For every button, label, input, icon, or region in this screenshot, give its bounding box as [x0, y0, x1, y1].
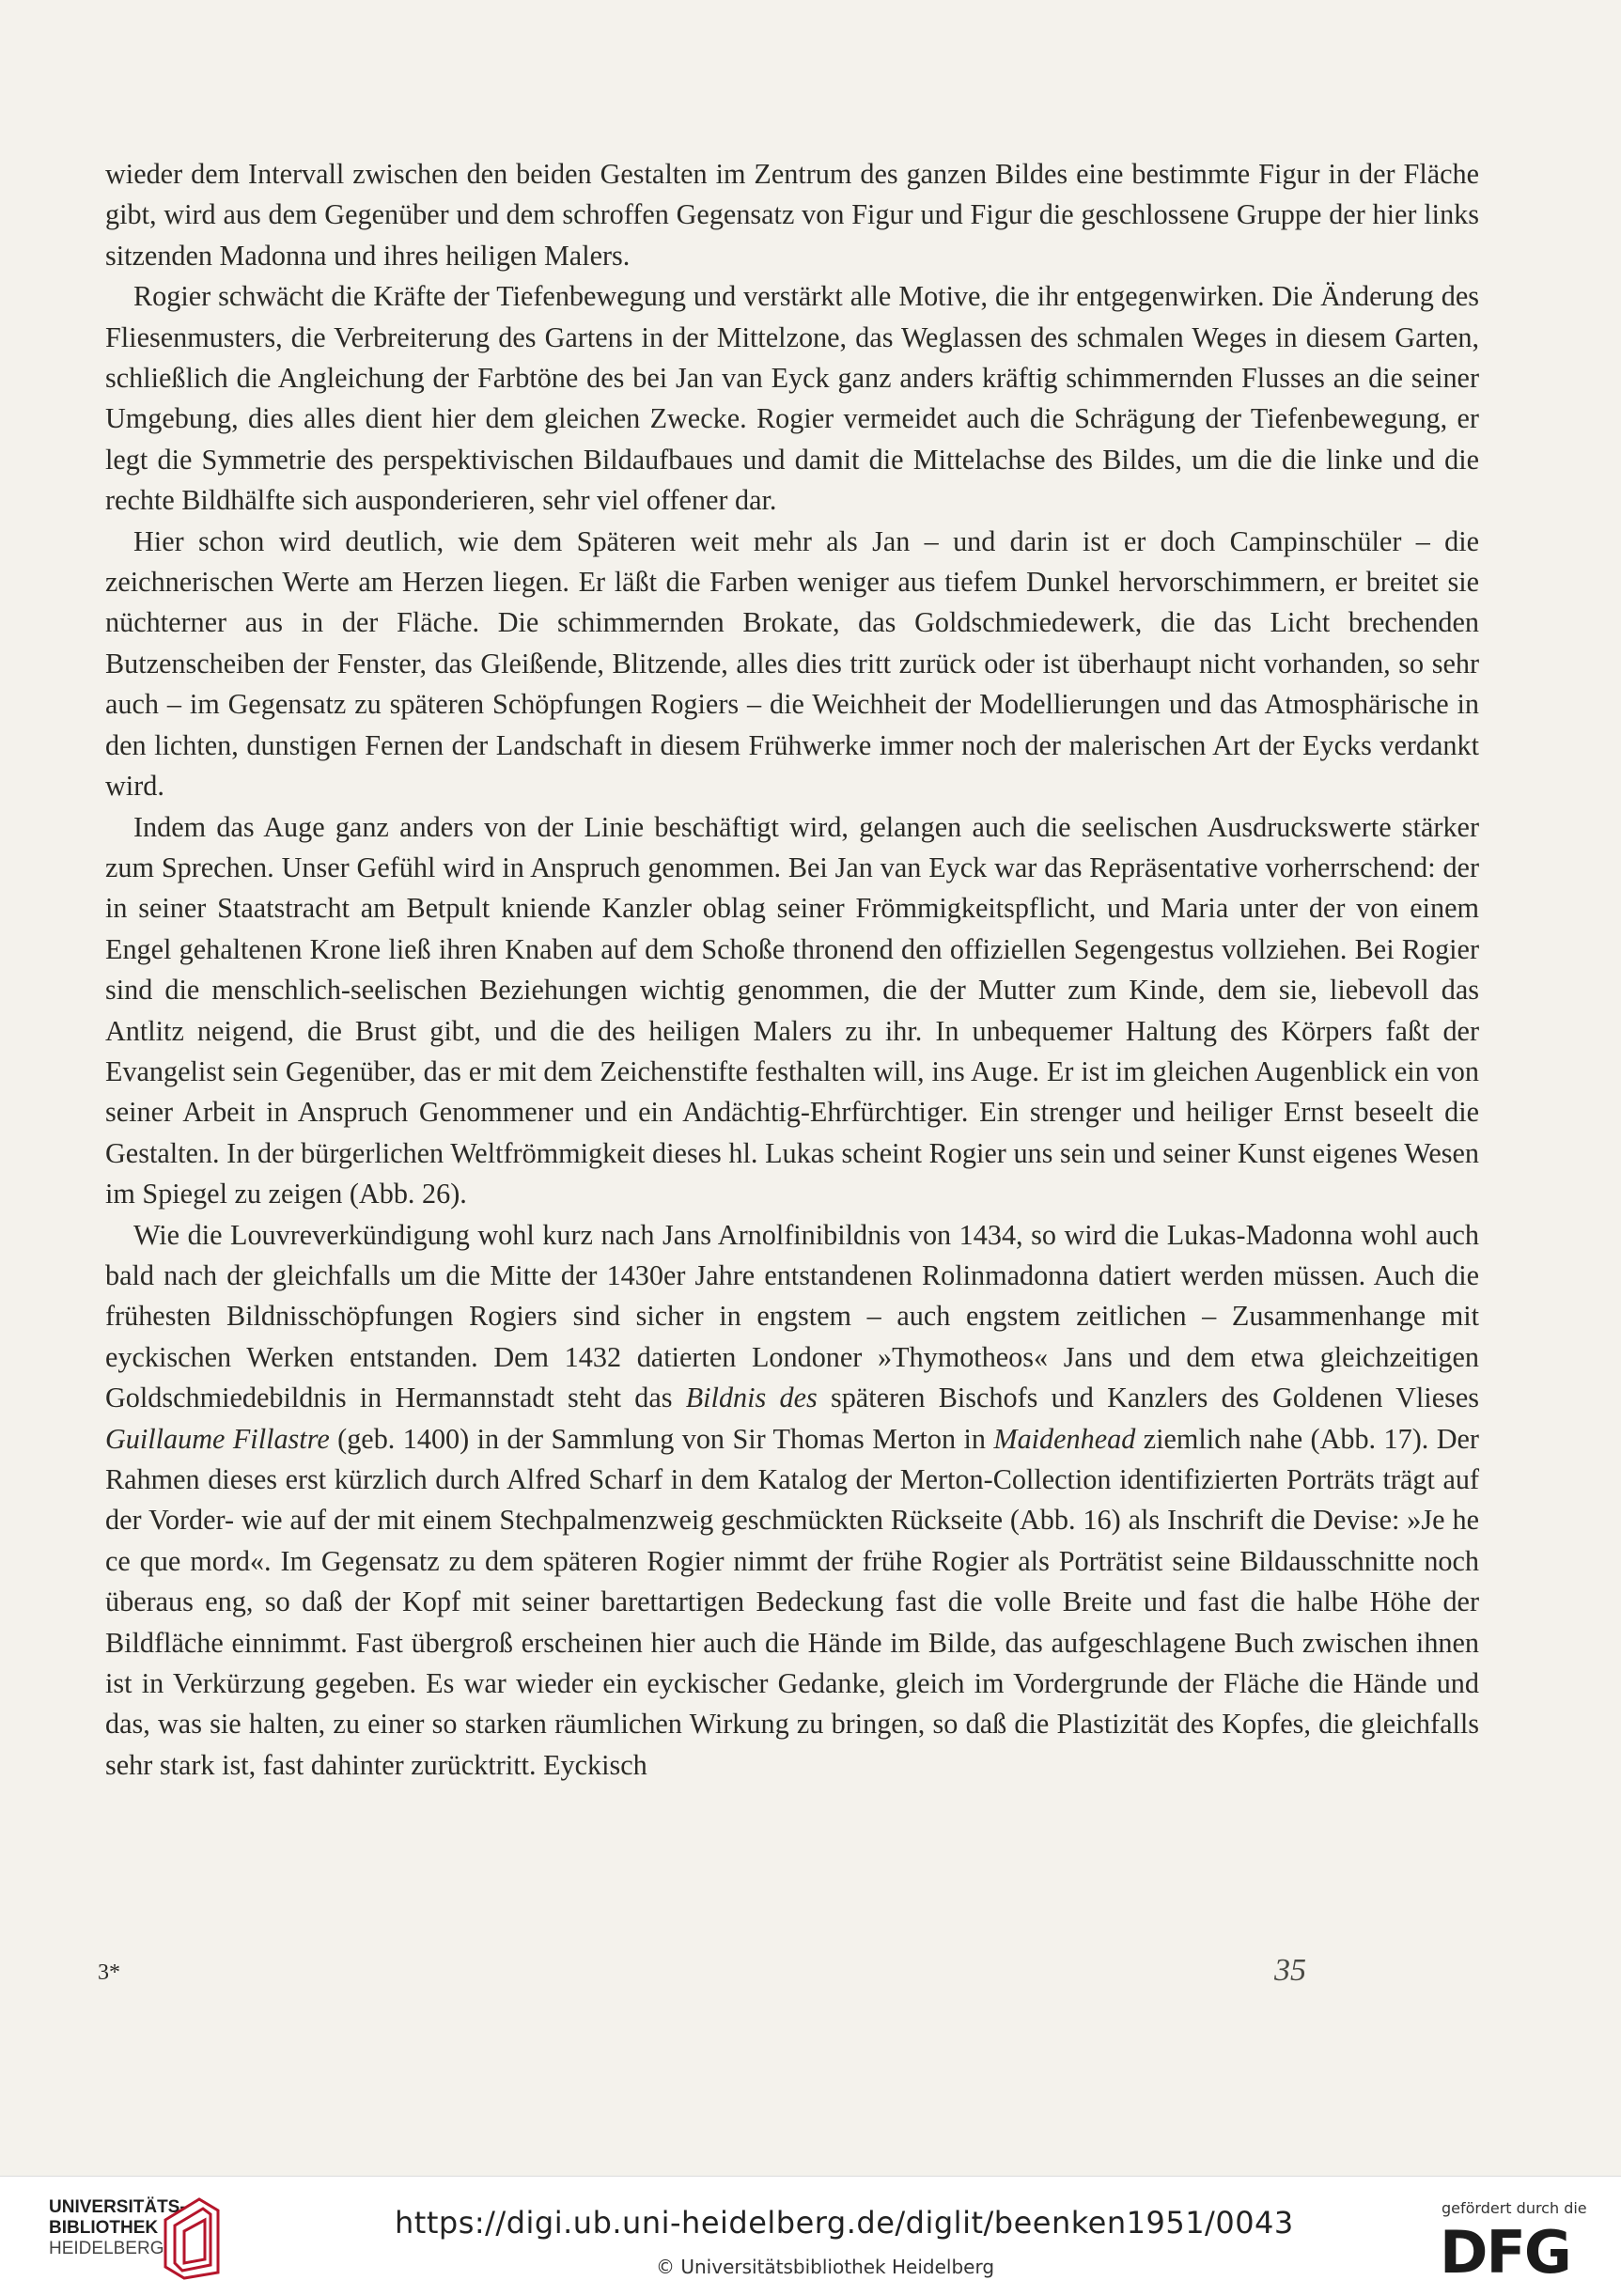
logo-line-1: UNIVERSITÄTS-: [49, 2197, 186, 2217]
copyright-text: © Universitätsbibliothek Heidelberg: [656, 2256, 995, 2278]
paragraph-5: [105, 1215, 1479, 1787]
p5-italic-maidenhead: Maidenhead: [993, 1422, 1136, 1455]
p5-text-b: späteren Bischofs und Kanzlers des Goldenen Vlieses: [817, 1382, 1479, 1414]
p5-text-a: Wie die Louvreverkündigung wohl kurz nach Jans Arnolfinibildnis von 1434, so wird die Lukas-Madonna wohl auch bald nach der gleichfalls um die Mitte der 1430er Jahre entstandenen Rolinmadonna datiert werden müssen. Auch die frühesten Bildnisschöpfungen Rogiers sind sicher in engstem – auch engstem zeitlichen – Zusammenhange mit eyckischen Werken entstanden. Dem 1432 datierten Londoner »Thymotheos« Jans und dem etwa gleichzeitigen Goldschmiedebildnis in Hermannstadt steht das: [105, 1218, 1479, 1414]
paragraph-4: Indem das Auge ganz anders von der Linie beschäftigt wird, gelangen auch die seelischen Ausdruckswerte stärker zum Sprechen. Unser Gefühl wird in Anspruch genommen. Bei Jan van Eyck war das Repräsentative vorherrschend: der in seiner Staatstracht am Betpult kniende Kanzler oblag seiner Frömmigkeitspflicht, und Maria unter der von einem Engel gehaltenen Krone ließ ihren Knaben auf dem Schoße thronend den offiziellen Segengestus vollziehen. Bei Rogier sind die menschlich-seelischen Beziehungen wichtig genommen, die der Mutter zum Kinde, dem sie, liebevoll das Antlitz neigend, die Brust gibt, und die des heiligen Malers zu ihr. In unbequemer Haltung des Körpers faßt der Evangelist sein Gegenüber, das er mit dem Zeichenstifte festhalten will, ins Auge. Er ist im gleichen Augenblick ein von seiner Arbeit in Anspruch Genommener und ein Andächtig-Ehrfürchtiger. Ein strenger und heiliger Ernst beseelt die Gestalten. In der bürgerlichen Weltfrömmigkeit dieses hl. Lukas scheint Rogier uns sein und seiner Kunst eigenes Wesen im Spiegel zu zeigen (Abb. 26).: [105, 810, 1479, 1210]
permalink-url[interactable]: https://digi.ub.uni-heidelberg.de/diglit/beenken1951/0043: [395, 2205, 1294, 2241]
ub-heidelberg-logo[interactable]: [49, 2197, 186, 2259]
logo-line-3: HEIDELBERG: [49, 2239, 164, 2258]
logo-line-2: BIBLIOTHEK: [49, 2218, 159, 2238]
p5-italic-bildnis: Bildnis des: [685, 1382, 818, 1414]
ub-logo-icon: [162, 2192, 222, 2282]
p5-text-c: (geb. 1400) in der Sammlung von Sir Thomas Merton in: [329, 1422, 994, 1455]
dfg-logo[interactable]: DFG: [1440, 2218, 1570, 2287]
p5-text-d: ziemlich nahe (Abb. 17). Der Rahmen dieses erst kürzlich durch Alfred Scharf in dem Katalog der Merton-Collection identifizierten Porträts trägt auf der Vorder- wie auf der mit einem Stechpalmenzweig geschmückten Rückseite (Abb. 16) als Inschrift die Devise: »Je he ce que mord«. Im Gegensatz zu dem späteren Rogier nimmt der frühe Rogier als Porträtist seine Bildausschnitte noch überaus eng, so daß der Kopf mit seiner barettartigen Bedeckung fast die volle Breite und fast die halbe Höhe der Bildfläche einnimmt. Fast übergroß erscheinen hier auch die Hände im Bilde, das aufgeschlagene Buch zwischen ihnen ist in Verkürzung gegeben. Es war wieder ein eyckischer Gedanke, gleich im Vordergrunde der Fläche die Hände und das, was sie halten, zu einer so starken räumlichen Wirkung zu bringen, so daß die Plastizität des Kopfes, die gleichfalls sehr stark ist, fast dahinter zurücktritt. Eyckisch: [105, 1422, 1479, 1781]
dfg-caption: gefördert durch die: [1442, 2199, 1587, 2217]
paragraph-2: Rogier schwächt die Kräfte der Tiefenbewegung und verstärkt alle Motive, die ihr entgegenwirken. Die Änderung des Fliesenmusters, die Verbreiterung des Gartens in der Mittelzone, das Weglassen des schmalen Weges in diesem Garten, schließlich die Angleichung der Farbtöne des bei Jan van Eyck ganz anders kräftig schimmernden Flusses an die seiner Umgebung, dies alles dient hier dem gleichen Zwecke. Rogier vermeidet auch die Schrägung der Tiefenbewegung, er legt die Symmetrie des perspektivischen Bildaufbaues und damit die Mittelachse des Bildes, um die die linke und die rechte Bildhälfte sich ausponderieren, sehr viel offener dar.: [105, 280, 1479, 517]
paragraph-3: Hier schon wird deutlich, wie dem Späteren weit mehr als Jan – und darin ist er doch Campinschüler – die zeichnerischen Werte am Herzen liegen. Er läßt die Farben weniger aus tiefem Dunkel hervorschimmern, er breitet sie nüchterner aus in der Fläche. Die schimmernden Brokate, das Goldschmiedewerk, die das Licht brechenden Butzenscheiben der Fenster, das Gleißende, Blitzende, alles dies tritt zurück oder ist überhaupt nicht vorhanden, so sehr auch – im Gegensatz zu späteren Schöpfungen Rogiers – die Weichheit der Modellierungen und das Atmosphärische in den lichten, dunstigen Fernen der Landschaft in diesem Frühwerke immer noch der malerischen Art der Eycks verdankt wird.: [105, 524, 1479, 803]
paragraph-1: wieder dem Intervall zwischen den beiden Gestalten im Zentrum des ganzen Bildes eine bestimmte Figur in der Fläche gibt, wird aus dem Gegenüber und dem schroffen Gegensatz von Figur und Figur die geschlossene Gruppe der hier links sitzenden Madonna und ihres heiligen Malers.: [105, 158, 1479, 272]
signature-mark: 3*: [98, 1960, 120, 1985]
page-number: 35: [1274, 1953, 1306, 1988]
viewer-footer: [0, 2176, 1621, 2296]
body-text: [105, 154, 1479, 1786]
p5-italic-fillastre: Guillaume Fillastre: [105, 1422, 330, 1455]
